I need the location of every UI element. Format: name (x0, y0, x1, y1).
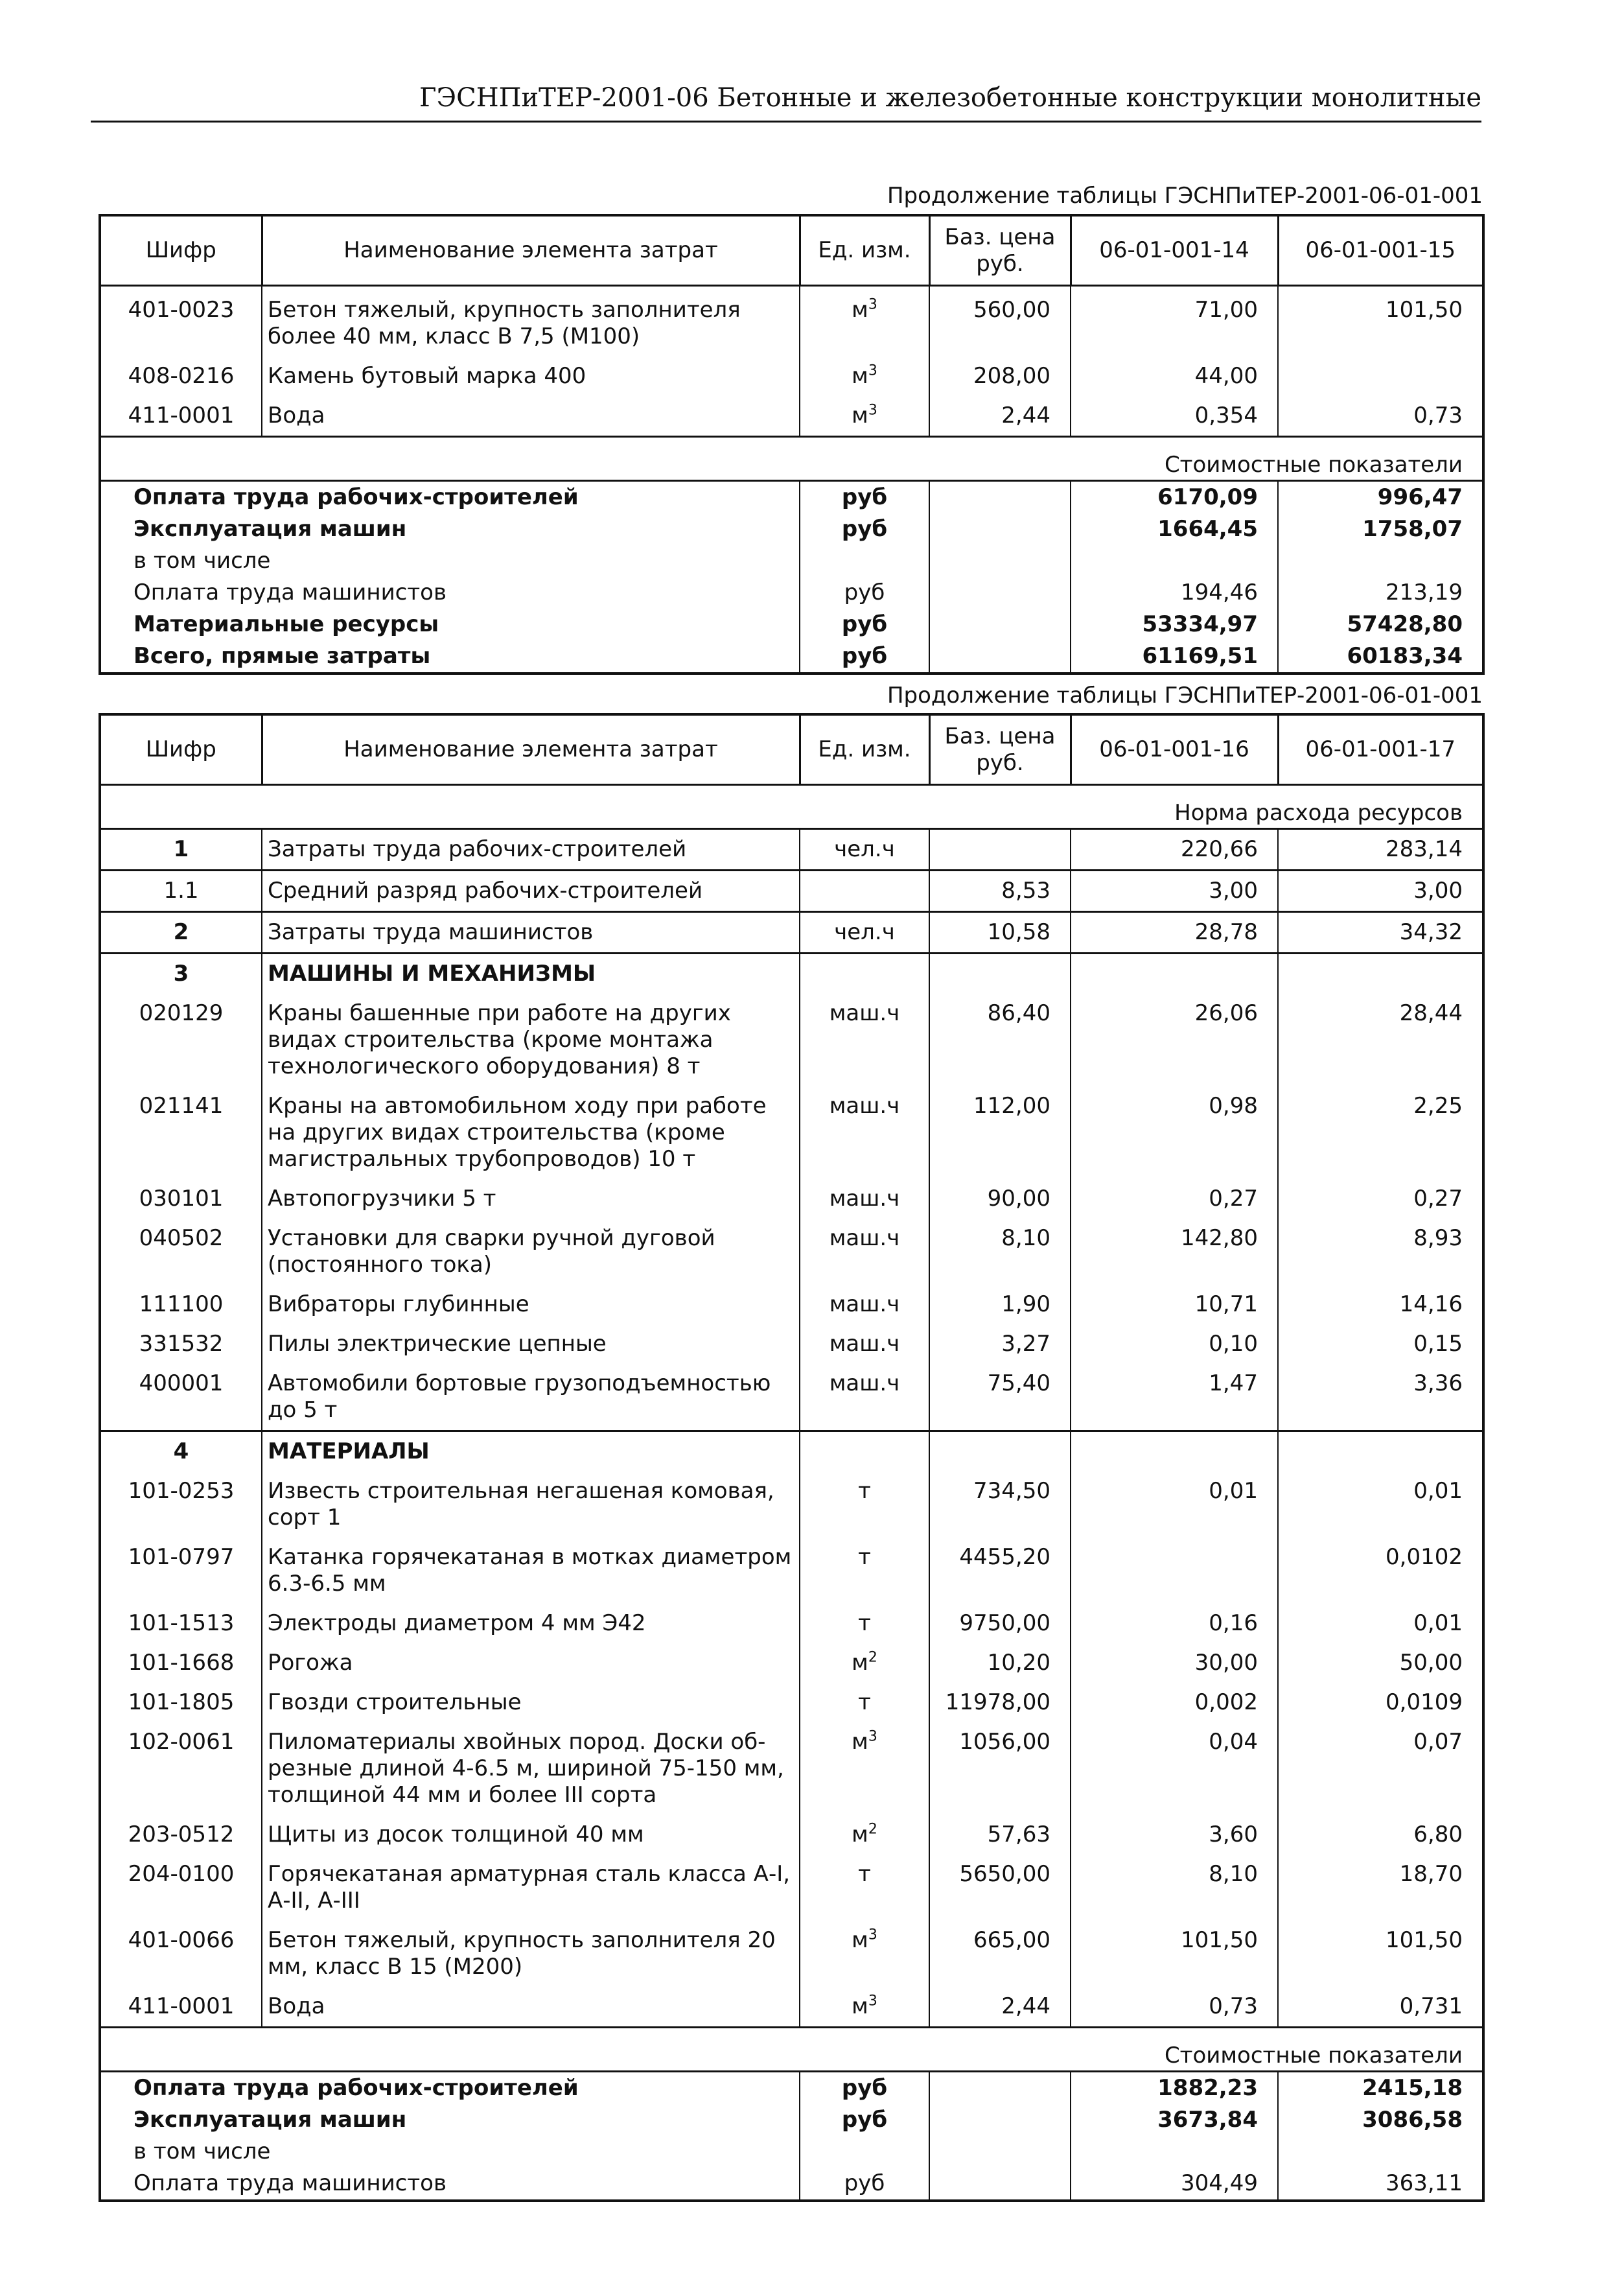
value-2: 363,11 (1278, 2168, 1483, 2201)
value-2: 283,14 (1278, 829, 1483, 871)
unit-exponent: 3 (868, 1927, 877, 1943)
base-price (929, 829, 1071, 871)
resource-row (100, 1324, 1483, 1364)
value-2 (1278, 545, 1483, 577)
resource-name: Рогожа (262, 1643, 800, 1683)
value-1: 0,98 (1071, 1086, 1278, 1179)
resource-name: Электроды диаметром 4 мм Э42 (262, 1604, 800, 1643)
resource-row (100, 871, 1483, 912)
value-1: 194,46 (1071, 577, 1278, 609)
value-2: 3,36 (1278, 1364, 1483, 1431)
resource-code: 3 (100, 954, 262, 994)
base-price (929, 954, 1071, 994)
value-2: 101,50 (1278, 286, 1483, 357)
value-2 (1278, 2136, 1483, 2168)
base-price: 11978,00 (929, 1683, 1071, 1722)
resource-name: Автомобили бортовые грузоподъемностью до 5 т (262, 1364, 800, 1431)
column-header-name: Наименование элемента затрат (262, 714, 800, 785)
resource-row (100, 286, 1483, 357)
resource-unit: чел.ч (800, 829, 929, 871)
resource-row (100, 912, 1483, 954)
base-price (929, 2136, 1071, 2168)
column-header-value-2: 06-01-001-17 (1278, 714, 1483, 785)
value-1: 0,73 (1071, 1987, 1278, 2028)
column-header-value-1: 06-01-001-14 (1071, 215, 1278, 286)
header-row (100, 714, 1483, 785)
value-2: 57428,80 (1278, 609, 1483, 640)
base-price (929, 2168, 1071, 2201)
base-price: 665,00 (929, 1921, 1071, 1987)
value-1: 220,66 (1071, 829, 1278, 871)
resource-row (100, 1219, 1483, 1285)
value-2: 0,731 (1278, 1987, 1483, 2028)
cost-label: Всего, прямые затраты (100, 640, 800, 674)
value-2: 60183,34 (1278, 640, 1483, 674)
resource-name: Бетон тяжелый, крупность заполнителя 20 мм, класс В 15 (М200) (262, 1921, 800, 1987)
resource-name: Средний разряд рабочих-строителей (262, 871, 800, 912)
cost-label: Материальные ресурсы (100, 609, 800, 640)
value-1: 53334,97 (1071, 609, 1278, 640)
column-header-value-1: 06-01-001-16 (1071, 714, 1278, 785)
base-price: 4455,20 (929, 1538, 1071, 1604)
base-price (929, 2072, 1071, 2105)
resource-unit: чел.ч (800, 912, 929, 954)
value-2: 213,19 (1278, 577, 1483, 609)
resource-name: Вибраторы глубинные (262, 1285, 800, 1324)
base-price: 8,53 (929, 871, 1071, 912)
resource-name: Затраты труда машинистов (262, 912, 800, 954)
cost-label: Оплата труда машинистов (100, 2168, 800, 2201)
value-2: 3,00 (1278, 871, 1483, 912)
value-2: 0,15 (1278, 1324, 1483, 1364)
value-2: 14,16 (1278, 1285, 1483, 1324)
value-2 (1278, 954, 1483, 994)
resource-row (100, 1285, 1483, 1324)
resource-code: 331532 (100, 1324, 262, 1364)
value-1: 0,04 (1071, 1722, 1278, 1815)
cost-row (100, 481, 1483, 514)
cost-row (100, 2104, 1483, 2136)
cost-row (100, 2168, 1483, 2201)
running-head: ГЭСНПиТЕР-2001-06 Бетонные и железобетонные конструкции монолитные (91, 83, 1481, 123)
base-price: 112,00 (929, 1086, 1071, 1179)
resource-unit (800, 871, 929, 912)
base-price: 734,50 (929, 1471, 1071, 1538)
value-2: 0,01 (1278, 1604, 1483, 1643)
base-price: 90,00 (929, 1179, 1071, 1219)
base-price: 86,40 (929, 994, 1071, 1086)
value-1: 10,71 (1071, 1285, 1278, 1324)
cost-unit: руб (800, 2072, 929, 2105)
cost-section-row (100, 437, 1483, 481)
cost-row (100, 2072, 1483, 2105)
resource-code: 400001 (100, 1364, 262, 1431)
resource-name: Краны башенные при работе на других видах строительства (кроме монтажа технологического оборудования) 8 т (262, 994, 800, 1086)
resource-row (100, 829, 1483, 871)
value-2: 8,93 (1278, 1219, 1483, 1285)
value-1 (1071, 1538, 1278, 1604)
resource-row (100, 1604, 1483, 1643)
value-1 (1071, 545, 1278, 577)
resource-unit: маш.ч (800, 1219, 929, 1285)
value-2: 0,01 (1278, 1471, 1483, 1538)
value-1: 0,10 (1071, 1324, 1278, 1364)
resource-code: 101-1805 (100, 1683, 262, 1722)
cost-row (100, 577, 1483, 609)
value-2: 2415,18 (1278, 2072, 1483, 2105)
resource-code: 101-1668 (100, 1643, 262, 1683)
cost-label: Оплата труда машинистов (100, 577, 800, 609)
column-header-code: Шифр (100, 714, 262, 785)
value-1: 101,50 (1071, 1921, 1278, 1987)
column-header-code: Шифр (100, 215, 262, 286)
base-price: 75,40 (929, 1364, 1071, 1431)
resource-row (100, 1855, 1483, 1921)
resource-row (100, 1471, 1483, 1538)
resource-code: 408-0216 (100, 357, 262, 396)
resource-row (100, 1815, 1483, 1855)
unit-exponent: 3 (868, 402, 877, 419)
value-2: 18,70 (1278, 1855, 1483, 1921)
value-2: 34,32 (1278, 912, 1483, 954)
resource-name: Пиломатериалы хвойных пород. Доски об-резные длиной 4-6.5 м, шириной 75-150 мм, толщиной 44 мм и более III сорта (262, 1722, 800, 1815)
resource-unit: $м^3$ (800, 1722, 929, 1815)
resource-unit: $м^3$ (800, 1921, 929, 1987)
base-price: 208,00 (929, 357, 1071, 396)
unit-exponent: 3 (868, 1993, 877, 2010)
resource-code: 411-0001 (100, 1987, 262, 2028)
resource-unit: маш.ч (800, 1086, 929, 1179)
resource-name: Затраты труда рабочих-строителей (262, 829, 800, 871)
resource-code: 040502 (100, 1219, 262, 1285)
cost-row (100, 513, 1483, 545)
resource-code: 1 (100, 829, 262, 871)
resource-unit: $м^2$ (800, 1815, 929, 1855)
value-1: 3,00 (1071, 871, 1278, 912)
column-header-price: Баз. цена руб. (929, 714, 1071, 785)
resource-code: 101-1513 (100, 1604, 262, 1643)
value-1: 304,49 (1071, 2168, 1278, 2201)
resource-unit: маш.ч (800, 1364, 929, 1431)
value-1 (1071, 1431, 1278, 1472)
base-price: 1056,00 (929, 1722, 1071, 1815)
value-1: 1882,23 (1071, 2072, 1278, 2105)
resource-name: Установки для сварки ручной дуговой (постоянного тока) (262, 1219, 800, 1285)
cost-label: Оплата труда рабочих-строителей (100, 481, 800, 514)
value-1: 0,01 (1071, 1471, 1278, 1538)
base-price: 9750,00 (929, 1604, 1071, 1643)
cost-unit: руб (800, 577, 929, 609)
value-2: 996,47 (1278, 481, 1483, 514)
resource-unit (800, 954, 929, 994)
resource-unit: т (800, 1471, 929, 1538)
unit-exponent: 3 (868, 362, 877, 379)
base-price: 2,44 (929, 1987, 1071, 2028)
cost-unit (800, 2136, 929, 2168)
resource-code: 2 (100, 912, 262, 954)
resource-name: Пилы электрические цепные (262, 1324, 800, 1364)
resource-code: 021141 (100, 1086, 262, 1179)
resource-row (100, 1722, 1483, 1815)
cost-unit (800, 545, 929, 577)
value-2: 6,80 (1278, 1815, 1483, 1855)
column-header-name: Наименование элемента затрат (262, 215, 800, 286)
value-2: 0,27 (1278, 1179, 1483, 1219)
section-row (100, 785, 1483, 829)
resource-table-2 (99, 713, 1485, 2202)
resource-name: Камень бутовый марка 400 (262, 357, 800, 396)
base-price (929, 640, 1071, 674)
value-2: 28,44 (1278, 994, 1483, 1086)
resource-unit: $м^3$ (800, 286, 929, 357)
base-price: 2,44 (929, 396, 1071, 437)
base-price (929, 513, 1071, 545)
value-2: 101,50 (1278, 1921, 1483, 1987)
value-1: 30,00 (1071, 1643, 1278, 1683)
resource-row (100, 1683, 1483, 1722)
resource-unit: $м^3$ (800, 396, 929, 437)
resource-name: Щиты из досок толщиной 40 мм (262, 1815, 800, 1855)
resource-code: 4 (100, 1431, 262, 1472)
resource-code: 101-0797 (100, 1538, 262, 1604)
base-price (929, 2104, 1071, 2136)
resource-unit (800, 1431, 929, 1472)
resource-code: 102-0061 (100, 1722, 262, 1815)
base-price (929, 609, 1071, 640)
value-2: 2,25 (1278, 1086, 1483, 1179)
column-header-unit: Ед. изм. (800, 215, 929, 286)
resource-name: Катанка горячекатаная в мотках диаметром 6.3-6.5 мм (262, 1538, 800, 1604)
unit-exponent: 2 (868, 1821, 877, 1838)
resource-row (100, 1538, 1483, 1604)
resource-code: 030101 (100, 1179, 262, 1219)
value-1 (1071, 954, 1278, 994)
value-1: 0,16 (1071, 1604, 1278, 1643)
cost-unit: руб (800, 609, 929, 640)
resource-name: Бетон тяжелый, крупность заполнителя более 40 мм, класс В 7,5 (М100) (262, 286, 800, 357)
value-1: 1664,45 (1071, 513, 1278, 545)
resource-unit: т (800, 1604, 929, 1643)
value-1: 3,60 (1071, 1815, 1278, 1855)
cost-section-title: Стоимостные показатели (100, 437, 1483, 481)
value-1: 3673,84 (1071, 2104, 1278, 2136)
section-title: Норма расхода ресурсов (100, 785, 1483, 829)
value-1: 0,354 (1071, 396, 1278, 437)
resource-row (100, 1921, 1483, 1987)
resource-row (100, 994, 1483, 1086)
resource-row (100, 1987, 1483, 2028)
cost-label: в том числе (100, 545, 800, 577)
resource-code: 204-0100 (100, 1855, 262, 1921)
resource-unit: $м^2$ (800, 1643, 929, 1683)
base-price (929, 1431, 1071, 1472)
value-2: 1758,07 (1278, 513, 1483, 545)
resource-name: Автопогрузчики 5 т (262, 1179, 800, 1219)
resource-row (100, 1431, 1483, 1472)
cost-unit: руб (800, 2168, 929, 2201)
resource-code: 020129 (100, 994, 262, 1086)
base-price: 10,20 (929, 1643, 1071, 1683)
resource-code: 411-0001 (100, 396, 262, 437)
unit-exponent: 3 (868, 1728, 877, 1745)
value-1: 8,10 (1071, 1855, 1278, 1921)
cost-row (100, 640, 1483, 674)
table1-caption: Продолжение таблицы ГЭСНПиТЕР-2001-06-01-001 (887, 183, 1483, 209)
value-2: 3086,58 (1278, 2104, 1483, 2136)
resource-row (100, 1179, 1483, 1219)
base-price: 1,90 (929, 1285, 1071, 1324)
column-header-value-2: 06-01-001-15 (1278, 215, 1483, 286)
base-price (929, 545, 1071, 577)
value-2 (1278, 357, 1483, 396)
resource-code: 101-0253 (100, 1471, 262, 1538)
resource-name: Краны на автомобильном ходу при работе на других видах строительства (кроме магистральных трубопроводов) 10 т (262, 1086, 800, 1179)
value-2: 50,00 (1278, 1643, 1483, 1683)
resource-row (100, 1086, 1483, 1179)
resource-row (100, 357, 1483, 396)
value-1: 71,00 (1071, 286, 1278, 357)
base-price: 5650,00 (929, 1855, 1071, 1921)
base-price: 3,27 (929, 1324, 1071, 1364)
cost-row (100, 2136, 1483, 2168)
base-price: 560,00 (929, 286, 1071, 357)
base-price: 10,58 (929, 912, 1071, 954)
resource-unit: $м^3$ (800, 1987, 929, 2028)
resource-code: 1.1 (100, 871, 262, 912)
value-1: 1,47 (1071, 1364, 1278, 1431)
cost-unit: руб (800, 2104, 929, 2136)
value-1: 61169,51 (1071, 640, 1278, 674)
value-1: 26,06 (1071, 994, 1278, 1086)
resource-code: 203-0512 (100, 1815, 262, 1855)
base-price: 8,10 (929, 1219, 1071, 1285)
resource-name: Горячекатаная арматурная сталь класса А-I, А-II, А-III (262, 1855, 800, 1921)
cost-unit: руб (800, 513, 929, 545)
value-1: 44,00 (1071, 357, 1278, 396)
base-price (929, 577, 1071, 609)
resource-row (100, 954, 1483, 994)
resource-row (100, 1643, 1483, 1683)
value-2: 0,0109 (1278, 1683, 1483, 1722)
value-1 (1071, 2136, 1278, 2168)
value-1: 0,002 (1071, 1683, 1278, 1722)
table2-caption: Продолжение таблицы ГЭСНПиТЕР-2001-06-01-001 (887, 683, 1483, 709)
cost-label: Оплата труда рабочих-строителей (100, 2072, 800, 2105)
cost-row (100, 609, 1483, 640)
value-2: 0,0102 (1278, 1538, 1483, 1604)
column-header-unit: Ед. изм. (800, 714, 929, 785)
resource-code: 401-0066 (100, 1921, 262, 1987)
base-price: 57,63 (929, 1815, 1071, 1855)
resource-unit: маш.ч (800, 1324, 929, 1364)
value-2 (1278, 1431, 1483, 1472)
cost-label: Эксплуатация машин (100, 2104, 800, 2136)
resource-table-1 (99, 214, 1485, 675)
resource-name: Вода (262, 1987, 800, 2028)
cost-label: Эксплуатация машин (100, 513, 800, 545)
value-1: 6170,09 (1071, 481, 1278, 514)
resource-unit: маш.ч (800, 1179, 929, 1219)
resource-name: МАШИНЫ И МЕХАНИЗМЫ (262, 954, 800, 994)
resource-unit: маш.ч (800, 994, 929, 1086)
value-2: 0,73 (1278, 396, 1483, 437)
resource-unit: т (800, 1538, 929, 1604)
resource-unit: т (800, 1855, 929, 1921)
value-2: 0,07 (1278, 1722, 1483, 1815)
cost-label: в том числе (100, 2136, 800, 2168)
resource-name: Известь строительная негашеная комовая, сорт 1 (262, 1471, 800, 1538)
header-row (100, 215, 1483, 286)
value-1: 28,78 (1071, 912, 1278, 954)
resource-code: 111100 (100, 1285, 262, 1324)
resource-unit: $м^3$ (800, 357, 929, 396)
cost-unit: руб (800, 481, 929, 514)
resource-code: 401-0023 (100, 286, 262, 357)
cost-section-title: Стоимостные показатели (100, 2028, 1483, 2072)
resource-unit: маш.ч (800, 1285, 929, 1324)
unit-exponent: 3 (868, 296, 877, 313)
value-1: 142,80 (1071, 1219, 1278, 1285)
cost-unit: руб (800, 640, 929, 674)
resource-row (100, 396, 1483, 437)
unit-exponent: 2 (868, 1649, 877, 1666)
value-1: 0,27 (1071, 1179, 1278, 1219)
resource-row (100, 1364, 1483, 1431)
cost-row (100, 545, 1483, 577)
column-header-price: Баз. цена руб. (929, 215, 1071, 286)
resource-name: Вода (262, 396, 800, 437)
resource-name: МАТЕРИАЛЫ (262, 1431, 800, 1472)
resource-name: Гвозди строительные (262, 1683, 800, 1722)
cost-section-row (100, 2028, 1483, 2072)
base-price (929, 481, 1071, 514)
resource-unit: т (800, 1683, 929, 1722)
